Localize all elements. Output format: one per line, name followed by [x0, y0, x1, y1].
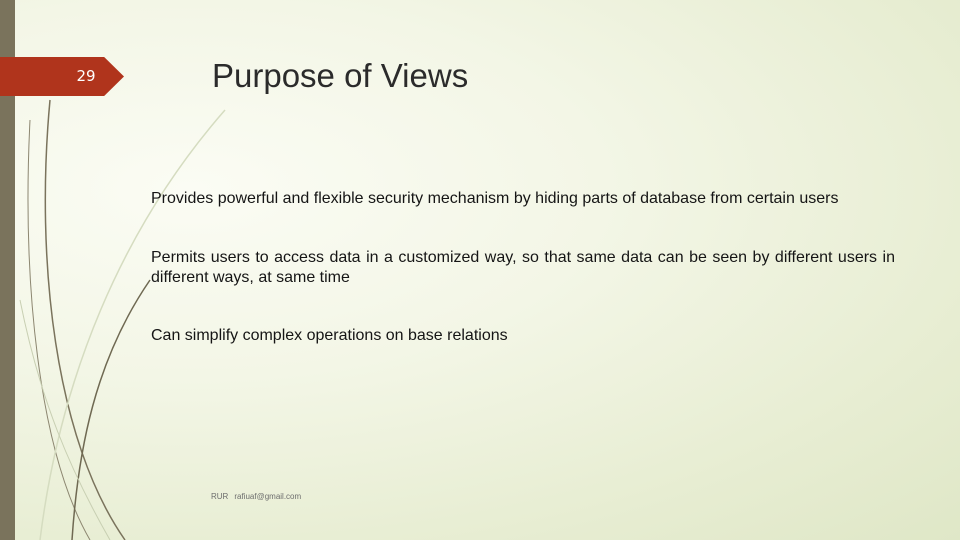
slide-title: Purpose of Views [212, 57, 469, 94]
decorative-curve-1 [45, 100, 125, 540]
slide-number: 29 [76, 67, 96, 85]
bullet-item: Permits users to access data in a customized way, so that same data can be seen by different users in different ways, at same time [151, 249, 895, 286]
decorative-curve-5 [20, 300, 110, 540]
footer-author: RUR [211, 492, 229, 501]
bullet-list [151, 189, 895, 346]
bullet-item: Provides powerful and flexible security mechanism by hiding parts of database from certain users [151, 190, 839, 207]
footer-email: rafiuaf@gmail.com [234, 492, 302, 501]
decorative-curve-4 [72, 280, 150, 540]
bullet-item: Can simplify complex operations on base relations [151, 327, 508, 344]
decorative-curve-2 [28, 120, 90, 540]
slide-footer [211, 492, 301, 501]
